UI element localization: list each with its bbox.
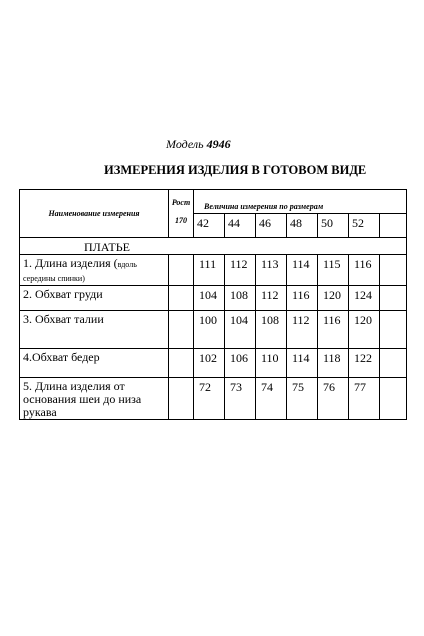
value-cell: 120 bbox=[349, 311, 380, 349]
measurement-name bbox=[20, 311, 169, 349]
value-cell: 100 bbox=[194, 311, 225, 349]
value-cell: 118 bbox=[318, 349, 349, 378]
value-cell: 102 bbox=[194, 349, 225, 378]
measurement-name bbox=[20, 255, 169, 286]
value-cell bbox=[380, 378, 407, 420]
header-row-1 bbox=[20, 190, 407, 214]
value-cell: 112 bbox=[225, 255, 256, 286]
value-cell: 115 bbox=[318, 255, 349, 286]
value-cell: 110 bbox=[256, 349, 287, 378]
value-cell: 122 bbox=[349, 349, 380, 378]
value-cell: 116 bbox=[349, 255, 380, 286]
value-cell bbox=[380, 255, 407, 286]
model-prefix: Модель bbox=[166, 137, 204, 151]
header-name: Наименование измерения bbox=[20, 190, 169, 238]
value-cell: 114 bbox=[287, 255, 318, 286]
value-cell: 108 bbox=[225, 286, 256, 311]
table-row bbox=[20, 378, 407, 420]
value-cell: 75 bbox=[287, 378, 318, 420]
measurement-name-main: 1. Длина изделия ( bbox=[23, 256, 118, 270]
measurement-name-main: 4.Обхват бедер bbox=[23, 350, 100, 364]
value-cell: 104 bbox=[194, 286, 225, 311]
value-cell: 106 bbox=[225, 349, 256, 378]
value-cell: 77 bbox=[349, 378, 380, 420]
value-cell: 108 bbox=[256, 311, 287, 349]
rost-cell bbox=[169, 349, 194, 378]
value-cell: 104 bbox=[225, 311, 256, 349]
header-rost-value: 170 bbox=[175, 216, 187, 225]
value-cell: 124 bbox=[349, 286, 380, 311]
model-number: 4946 bbox=[206, 137, 231, 151]
value-cell: 112 bbox=[287, 311, 318, 349]
header-values-label: Величина измерения по размерам bbox=[194, 190, 407, 214]
size-header-cell bbox=[380, 214, 407, 238]
header-rost-label: Рост bbox=[171, 198, 191, 207]
value-cell: 73 bbox=[225, 378, 256, 420]
measurement-name bbox=[20, 349, 169, 378]
model-label bbox=[166, 137, 231, 152]
size-header-cell: 48 bbox=[287, 214, 318, 238]
value-cell: 114 bbox=[287, 349, 318, 378]
measurement-table bbox=[19, 189, 407, 420]
rost-cell bbox=[169, 378, 194, 420]
rost-cell bbox=[169, 286, 194, 311]
section-title: ПЛАТЬЕ bbox=[20, 238, 407, 255]
measurement-name bbox=[20, 286, 169, 311]
measurement-name-note: вдоль середины спинки) bbox=[23, 260, 137, 283]
value-cell bbox=[380, 349, 407, 378]
measurement-name-main: 5. Длина изделия от основания шеи до низа рукава bbox=[23, 379, 142, 419]
page-title: ИЗМЕРЕНИЯ ИЗДЕЛИЯ В ГОТОВОМ ВИДЕ bbox=[104, 163, 367, 177]
rost-cell bbox=[169, 255, 194, 286]
size-header-cell: 44 bbox=[225, 214, 256, 238]
table-row bbox=[20, 311, 407, 349]
value-cell bbox=[380, 311, 407, 349]
value-cell: 72 bbox=[194, 378, 225, 420]
measurement-name-main: 2. Обхват груди bbox=[23, 287, 103, 301]
value-cell: 74 bbox=[256, 378, 287, 420]
value-cell: 76 bbox=[318, 378, 349, 420]
value-cell: 113 bbox=[256, 255, 287, 286]
value-cell bbox=[380, 286, 407, 311]
measurement-name bbox=[20, 378, 169, 420]
table-row bbox=[20, 286, 407, 311]
value-cell: 116 bbox=[318, 311, 349, 349]
measurement-name-main: 3. Обхват талии bbox=[23, 312, 104, 326]
value-cell: 116 bbox=[287, 286, 318, 311]
section-row bbox=[20, 238, 407, 255]
table-row bbox=[20, 255, 407, 286]
size-header-cell: 42 bbox=[194, 214, 225, 238]
header-rost bbox=[169, 190, 194, 238]
size-header-cell: 50 bbox=[318, 214, 349, 238]
rost-cell bbox=[169, 311, 194, 349]
value-cell: 111 bbox=[194, 255, 225, 286]
value-cell: 120 bbox=[318, 286, 349, 311]
size-header-cell: 52 bbox=[349, 214, 380, 238]
table-row bbox=[20, 349, 407, 378]
value-cell: 112 bbox=[256, 286, 287, 311]
size-header-cell: 46 bbox=[256, 214, 287, 238]
